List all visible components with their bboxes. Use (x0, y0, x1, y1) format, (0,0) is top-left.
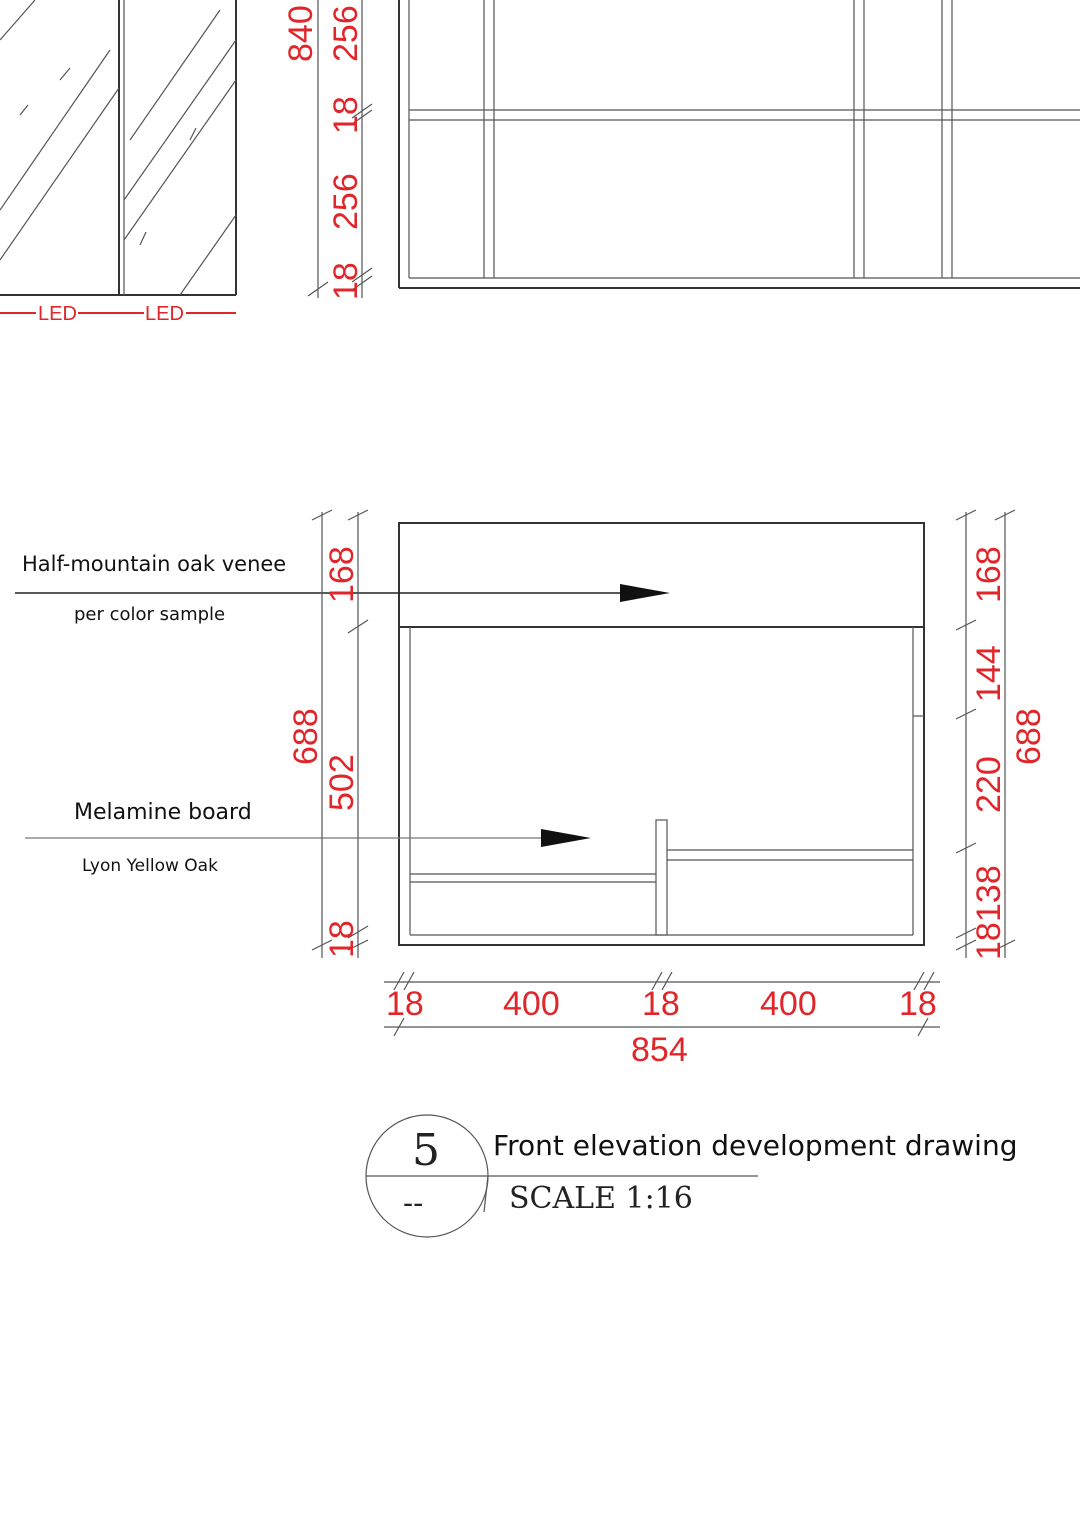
dim-bottom-18a: 18 (386, 985, 424, 1023)
dim-bottom-400b: 400 (760, 985, 817, 1023)
base-cabinet-outline (399, 523, 924, 945)
drawing-number: 5 (412, 1125, 440, 1176)
sheet-number: -- (403, 1186, 424, 1221)
dim-top-18a: 18 (327, 96, 365, 134)
dim-top-840: 840 (282, 5, 320, 62)
dim-right-144: 144 (970, 645, 1008, 702)
note-bottom-title: Melamine board (74, 800, 252, 825)
dim-right-138: 138 (970, 865, 1008, 922)
upper-shelf-cabinet (399, 0, 1080, 288)
dim-top-256b: 256 (327, 173, 365, 230)
dim-bottom-18c: 18 (899, 985, 937, 1023)
dim-top-18b: 18 (327, 262, 365, 300)
dim-total-854: 854 (631, 1031, 688, 1069)
led-label: LED (145, 303, 184, 325)
drawing-scale: SCALE 1:16 (509, 1181, 693, 1216)
note-top-sub: per color sample (74, 604, 226, 625)
dim-top-256a: 256 (327, 5, 365, 62)
leader-arrow-bottom (25, 829, 591, 847)
dim-right-168: 168 (970, 546, 1008, 603)
mirror-cabinet (0, 0, 236, 313)
dim-right-220: 220 (970, 756, 1008, 813)
dim-left-502: 502 (323, 754, 361, 811)
dim-left-18: 18 (323, 920, 361, 958)
dim-left-688: 688 (287, 708, 325, 765)
dim-right-688: 688 (1010, 708, 1048, 765)
led-label: LED (38, 303, 77, 325)
dim-right-18: 18 (970, 922, 1008, 960)
dim-left-168: 168 (323, 546, 361, 603)
dim-bottom-400a: 400 (503, 985, 560, 1023)
note-bottom-sub: Lyon Yellow Oak (82, 856, 218, 876)
dim-bottom-18b: 18 (642, 985, 680, 1023)
note-top-title: Half-mountain oak venee (22, 552, 287, 576)
drawing-title: Front elevation development drawing (493, 1129, 1018, 1162)
